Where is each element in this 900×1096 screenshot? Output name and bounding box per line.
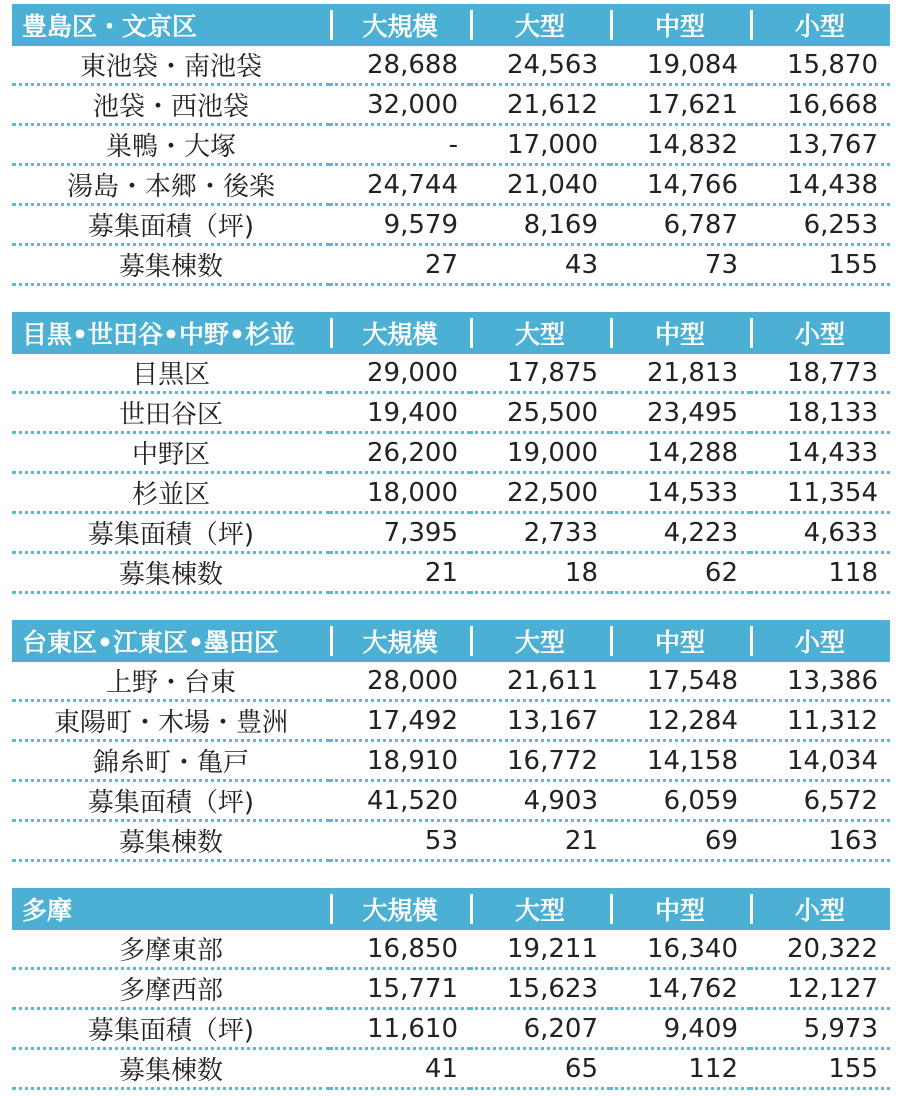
column-header: 中型 [610,888,750,930]
cell-value: 11,312 [750,701,890,741]
cell-value: 21,040 [470,165,610,205]
column-header: 中型 [610,4,750,46]
row-label: 募集面積（坪) [12,781,330,821]
header-separator [330,894,333,924]
cell-value: 118 [750,553,890,593]
cell-value: 21 [470,821,610,861]
cell-value: 7,395 [330,513,470,553]
header-separator [330,10,333,40]
table-row [12,513,890,553]
cell-value: 14,832 [610,125,750,165]
cell-value: 19,084 [610,46,750,85]
cell-value: 4,223 [610,513,750,553]
cell-value: 14,288 [610,433,750,473]
table-body [12,662,890,861]
cell-value: 4,903 [470,781,610,821]
cell-value: 5,973 [750,1009,890,1049]
region-table [12,4,890,286]
table-row [12,433,890,473]
table-row [12,245,890,285]
cell-value: - [330,125,470,165]
cell-value: 23,495 [610,393,750,433]
row-label: 湯島・本郷・後楽 [12,165,330,205]
header-separator [610,626,613,656]
row-label: 巣鴨・大塚 [12,125,330,165]
cell-value: 13,167 [470,701,610,741]
header-separator [330,626,333,656]
cell-value: 14,766 [610,165,750,205]
column-header: 大型 [470,888,610,930]
cell-value: 11,610 [330,1009,470,1049]
cell-value: 65 [470,1049,610,1089]
region-table [12,312,890,594]
table-row [12,969,890,1009]
header-separator [750,318,753,348]
table-row [12,125,890,165]
cell-value: 19,211 [470,930,610,969]
cell-value: 18,773 [750,354,890,393]
cell-value: 21,611 [470,662,610,701]
header-row [12,888,890,930]
column-header: 中型 [610,312,750,354]
column-header: 小型 [750,4,890,46]
table-row [12,165,890,205]
row-label: 杉並区 [12,473,330,513]
row-label: 募集棟数 [12,821,330,861]
cell-value: 21,612 [470,85,610,125]
row-label: 世田谷区 [12,393,330,433]
table-header [12,888,890,930]
table-header [12,4,890,46]
column-header: 大型 [470,312,610,354]
cell-value: 17,548 [610,662,750,701]
table-row [12,930,890,969]
header-separator [470,894,473,924]
cell-value: 18,000 [330,473,470,513]
cell-value: 6,059 [610,781,750,821]
header-separator [750,626,753,656]
cell-value: 16,340 [610,930,750,969]
table-header [12,312,890,354]
table-header [12,620,890,662]
table-row [12,553,890,593]
cell-value: 17,875 [470,354,610,393]
cell-value: 53 [330,821,470,861]
cell-value: 28,000 [330,662,470,701]
row-label: 募集面積（坪) [12,513,330,553]
cell-value: 8,169 [470,205,610,245]
cell-value: 13,767 [750,125,890,165]
cell-value: 112 [610,1049,750,1089]
table-row [12,821,890,861]
table-row [12,393,890,433]
cell-value: 19,400 [330,393,470,433]
table-row [12,85,890,125]
row-label: 上野・台東 [12,662,330,701]
column-header: 大型 [470,4,610,46]
region-title: 豊島区・文京区 [12,4,330,46]
cell-value: 17,492 [330,701,470,741]
row-label: 募集棟数 [12,245,330,285]
column-header: 小型 [750,312,890,354]
cell-value: 41 [330,1049,470,1089]
cell-value: 16,772 [470,741,610,781]
row-label: 募集棟数 [12,553,330,593]
row-label: 募集面積（坪) [12,1009,330,1049]
row-label: 多摩西部 [12,969,330,1009]
cell-value: 32,000 [330,85,470,125]
cell-value: 14,034 [750,741,890,781]
table-row [12,354,890,393]
column-header: 大規模 [330,620,470,662]
cell-value: 15,771 [330,969,470,1009]
row-label: 錦糸町・亀戸 [12,741,330,781]
cell-value: 12,127 [750,969,890,1009]
header-separator [610,318,613,348]
row-label: 池袋・西池袋 [12,85,330,125]
cell-value: 19,000 [470,433,610,473]
table-row [12,781,890,821]
table-body [12,354,890,593]
header-separator [330,318,333,348]
cell-value: 20,322 [750,930,890,969]
cell-value: 15,870 [750,46,890,85]
row-label: 多摩東部 [12,930,330,969]
row-label: 募集棟数 [12,1049,330,1089]
column-header: 大規模 [330,312,470,354]
row-label: 東陽町・木場・豊洲 [12,701,330,741]
cell-value: 6,253 [750,205,890,245]
cell-value: 24,744 [330,165,470,205]
row-label: 募集面積（坪) [12,205,330,245]
cell-value: 24,563 [470,46,610,85]
column-header: 大規模 [330,4,470,46]
cell-value: 14,762 [610,969,750,1009]
cell-value: 17,621 [610,85,750,125]
cell-value: 15,623 [470,969,610,1009]
cell-value: 9,409 [610,1009,750,1049]
table-row [12,46,890,85]
row-label: 中野区 [12,433,330,473]
cell-value: 21,813 [610,354,750,393]
cell-value: 155 [750,245,890,285]
row-label: 目黒区 [12,354,330,393]
table-row [12,473,890,513]
region-title: 多摩 [12,888,330,930]
cell-value: 4,633 [750,513,890,553]
cell-value: 41,520 [330,781,470,821]
cell-value: 16,668 [750,85,890,125]
cell-value: 155 [750,1049,890,1089]
cell-value: 14,533 [610,473,750,513]
table-row [12,1049,890,1089]
cell-value: 14,158 [610,741,750,781]
cell-value: 2,733 [470,513,610,553]
cell-value: 73 [610,245,750,285]
cell-value: 21 [330,553,470,593]
cell-value: 13,386 [750,662,890,701]
cell-value: 28,688 [330,46,470,85]
column-header: 小型 [750,888,890,930]
header-row [12,312,890,354]
header-separator [470,626,473,656]
cell-value: 16,850 [330,930,470,969]
row-label: 東池袋・南池袋 [12,46,330,85]
cell-value: 12,284 [610,701,750,741]
cell-value: 163 [750,821,890,861]
table-body [12,46,890,285]
cell-value: 17,000 [470,125,610,165]
region-title: 台東区•江東区•墨田区 [12,620,330,662]
cell-value: 26,200 [330,433,470,473]
cell-value: 69 [610,821,750,861]
cell-value: 29,000 [330,354,470,393]
cell-value: 25,500 [470,393,610,433]
table-row [12,205,890,245]
header-row [12,4,890,46]
cell-value: 6,572 [750,781,890,821]
column-header: 大型 [470,620,610,662]
header-row [12,620,890,662]
cell-value: 18 [470,553,610,593]
cell-value: 14,438 [750,165,890,205]
cell-value: 9,579 [330,205,470,245]
region-title: 目黒•世田谷•中野•杉並 [12,312,330,354]
region-table [12,620,890,862]
table-row [12,1009,890,1049]
cell-value: 27 [330,245,470,285]
cell-value: 18,910 [330,741,470,781]
table-row [12,662,890,701]
cell-value: 62 [610,553,750,593]
cell-value: 43 [470,245,610,285]
table-row [12,701,890,741]
header-separator [750,10,753,40]
column-header: 大規模 [330,888,470,930]
region-table [12,888,890,1090]
table-body [12,930,890,1089]
header-separator [610,894,613,924]
header-separator [750,894,753,924]
header-separator [470,318,473,348]
cell-value: 14,433 [750,433,890,473]
column-header: 中型 [610,620,750,662]
header-separator [610,10,613,40]
cell-value: 6,787 [610,205,750,245]
cell-value: 6,207 [470,1009,610,1049]
table-row [12,741,890,781]
cell-value: 18,133 [750,393,890,433]
column-header: 小型 [750,620,890,662]
header-separator [470,10,473,40]
cell-value: 11,354 [750,473,890,513]
cell-value: 22,500 [470,473,610,513]
